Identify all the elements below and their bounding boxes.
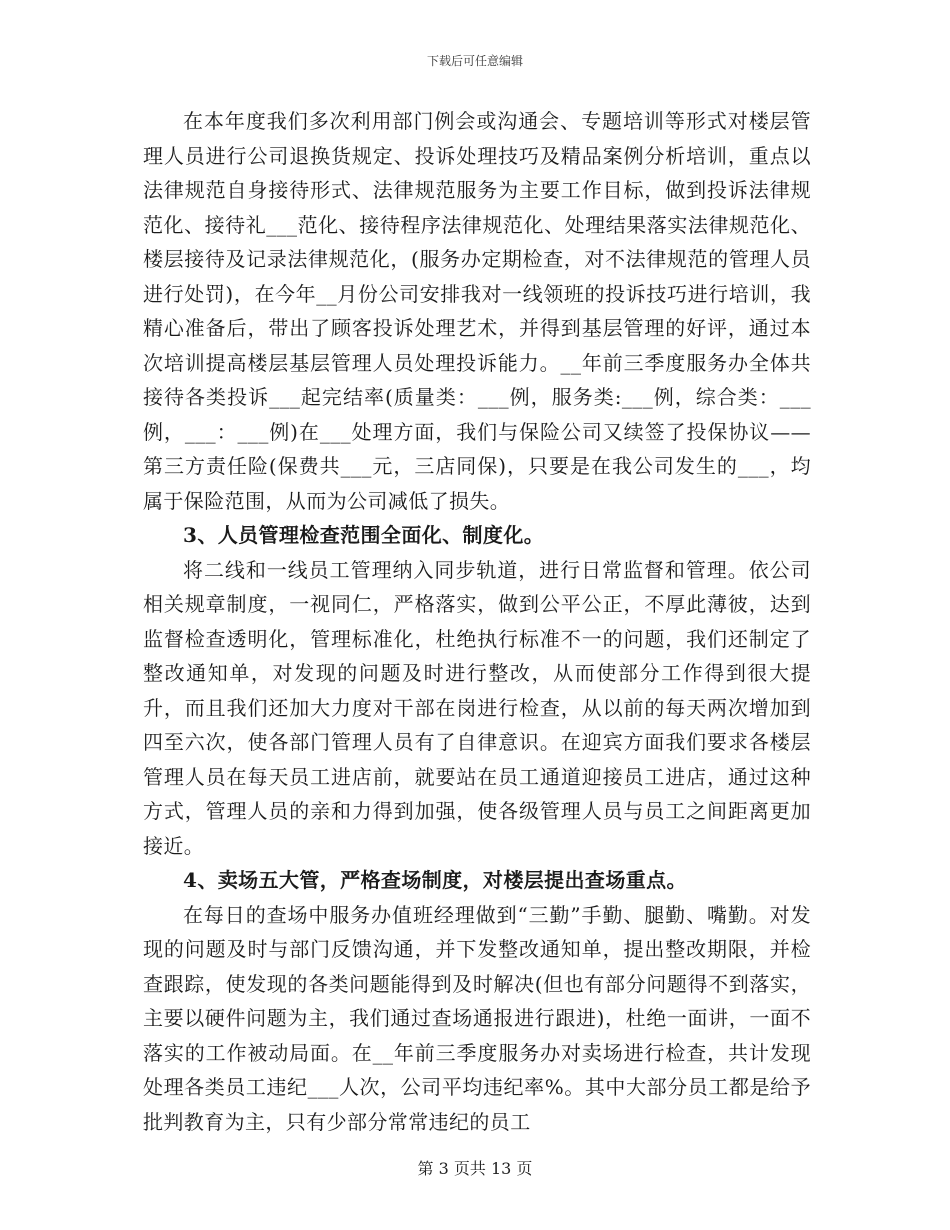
paragraph-staff-management: 将二线和一线员工管理纳入同步轨道，进行日常监督和管理。依公司相关规章制度，一视同仁，严格落实，做到公平公正，不厚此薄彼，达到监督检查透明化，管理标准化，杜绝执行标准不一的问题，我们还制定了整改通知单，对发现的问题及时进行整改，从而使部分工作得到很大提升，而且我们还加大力度对干部在岗进行检查，从以前的每天两次增加到四至六次，使各部门管理人员有了自律意识。在迎宾方面我们要求各楼层管理人员在每天员工进店前，就要站在员工通道迎接员工进店，通过这种方式，管理人员的亲和力得到加强，使各级管理人员与员工之间距离更加接近。 (143, 557, 811, 858)
header-note: 下载后可任意编辑 (426, 54, 523, 68)
section-heading-4: 4、卖场五大管，严格查场制度，对楼层提出查场重点。 (183, 868, 687, 892)
page-number-footer: 第 3 页共 13 页 (417, 1159, 533, 1178)
section-heading-3: 3、人员管理检查范围全面化、制度化。 (183, 523, 545, 547)
paragraph-floor-inspection: 在每日的查场中服务办值班经理做到“三勤”手勤、腿勤、嘴勤。对发现的问题及时与部门反馈沟通，并下发整改通知单，提出整改期限，并检查跟踪，使发现的各类问题能得到及时解决(但也有部分问题得不到落实，主要以硬件问题为主，我们通过查场通报进行跟进)，杜绝一面讲，一面不落实的工作被动局面。在__年前三季度服务办对卖场进行检查，共计发现处理各类员工违纪___人次，公司平均违纪率%。其中大部分员工都是给予批判教育为主，只有少部分常常违纪的员工 (143, 902, 811, 1134)
document-body (143, 104, 811, 1139)
paragraph-complaint-training: 在本年度我们多次利用部门例会或沟通会、专题培训等形式对楼层管理人员进行公司退换货规定、投诉处理技巧及精品案例分析培训，重点以法律规范自身接待形式、法律规范服务为主要工作目标，做到投诉法律规范化、接待礼___范化、接待程序法律规范化、处理结果落实法律规范化、楼层接待及记录法律规范化，(服务办定期检查，对不法律规范的管理人员进行处罚)，在今年__月份公司安排我对一线领班的投诉技巧进行培训，我精心准备后，带出了顾客投诉处理艺术，并得到基层管理的好评，通过本次培训提高楼层基层管理人员处理投诉能力。__年前三季度服务办全体共接待各类投诉___起完结率(质量类：___例，服务类:___例，综合类：___例，___：___例)在___处理方面，我们与保险公司又续签了投保协议——第三方责任险(保费共___元，三店同保)，只要是在我公司发生的___，均属于保险范围，从而为公司减低了损失。 (143, 109, 811, 513)
